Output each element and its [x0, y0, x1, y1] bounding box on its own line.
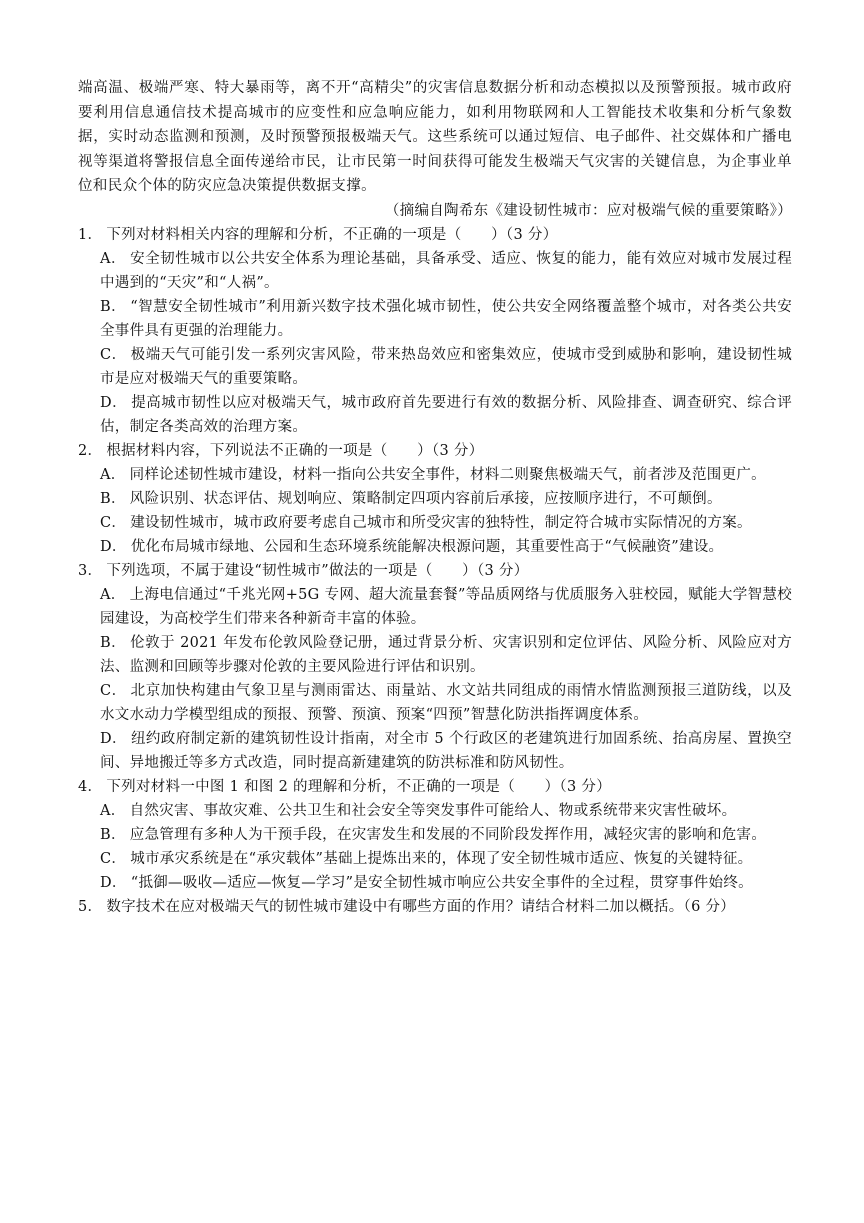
option-a [78, 799, 792, 823]
question-5 [78, 895, 792, 919]
passage-text: 端高温、极端严寒、特大暴雨等，离不开“高精尖”的灾害信息数据分析和动态模拟以及预警预报。城市政府要利用信息通信技术提高城市的应变性和应急响应能力，如利用物联网和人工智能技术收集和分析气象数据，实时动态监测和预测，及时预警预报极端天气。这些系统可以通过短信、电子邮件、社交媒体和广播电视等渠道将警报信息全面传递给市民，让市民第一时间获得可能发生极端天气灾害的关键信息，为企事业单位和民众个体的防灾应急决策提供数据支撑。 [78, 80, 792, 194]
option-text: 同样论述韧性城市建设，材料一指向公共安全事件，材料二则聚焦极端天气，前者涉及范围更广。 [129, 467, 766, 483]
option-text: 纽约政府制定新的建筑韧性设计指南，对全市 5 个行政区的老建筑进行加固系统、抬高房屋、置换空间、异地搬迁等多方式改造，同时提高新建建筑的防洪标准和防风韧性。 [100, 731, 792, 771]
question-4 [78, 775, 792, 895]
passage-source: （摘编自陶希东《建设韧性城市：应对极端气候的重要策略》） [384, 202, 792, 219]
option-label: B． [100, 635, 127, 651]
option-list [78, 583, 792, 775]
option-text: 风险识别、状态评估、规划响应、策略制定四项内容前后承接，应按顺序进行，不可颠倒。 [129, 491, 722, 507]
question-list [78, 223, 792, 919]
option-a [78, 247, 792, 295]
option-label: D． [100, 875, 127, 891]
question-stem-text: 下列对材料一中图 1 和图 2 的理解和分析，不正确的一项是（ ）（3 分） [106, 779, 611, 795]
question-stem [78, 439, 792, 463]
option-label: A． [100, 803, 126, 819]
option-label: C． [100, 347, 127, 363]
option-b [78, 487, 792, 511]
option-d [78, 391, 792, 439]
option-label: C． [100, 683, 127, 699]
option-c [78, 511, 792, 535]
option-text: 极端天气可能引发一系列灾害风险，带来热岛效应和密集效应，使城市受到威胁和影响，建设韧性城市是应对极端天气的重要策略。 [100, 347, 792, 387]
option-c [78, 679, 792, 727]
question-stem [78, 895, 792, 919]
option-label: C． [100, 515, 127, 531]
option-text: 城市承灾系统是在“承灾载体”基础上提炼出来的，体现了安全韧性城市适应、恢复的关键特征。 [130, 851, 753, 867]
option-label: B． [100, 827, 126, 843]
option-b [78, 823, 792, 847]
option-label: A． [100, 251, 127, 267]
question-stem-text: 根据材料内容，下列说法不正确的一项是（ ）（3 分） [106, 443, 484, 459]
question-stem-text: 下列对材料相关内容的理解和分析，不正确的一项是（ ）（3 分） [106, 227, 558, 243]
question-number: 2． [78, 443, 103, 459]
question-stem-text: 数字技术在应对极端天气的韧性城市建设中有哪些方面的作用？请结合材料二加以概括。（6 分） [106, 899, 736, 915]
option-text: “抵御—吸收—适应—恢复—学习”是安全韧性城市响应公共安全事件的全过程，贯穿事件始终。 [130, 875, 753, 891]
option-label: D． [100, 539, 127, 555]
option-label: B． [100, 299, 127, 315]
question-3 [78, 559, 792, 775]
option-list [78, 247, 792, 439]
question-1 [78, 223, 792, 439]
option-c [78, 343, 792, 391]
option-c [78, 847, 792, 871]
question-stem [78, 559, 792, 583]
option-list [78, 463, 792, 559]
option-text: 应急管理有多种人为干预手段，在灾害发生和发展的不同阶段发挥作用，减轻灾害的影响和危害。 [129, 827, 767, 843]
question-2 [78, 439, 792, 559]
option-a [78, 583, 792, 631]
option-list [78, 799, 792, 895]
option-text: 自然灾害、事故灾难、公共卫生和社会安全等突发事件可能给人、物或系统带来灾害性破坏。 [129, 803, 737, 819]
question-number: 1． [78, 227, 103, 243]
option-text: 伦敦于 2021 年发布伦敦风险登记册，通过背景分析、灾害识别和定位评估、风险分析、风险应对方法、监测和回顾等步骤对伦敦的主要风险进行评估和识别。 [100, 635, 792, 675]
option-text: 上海电信通过“千兆光网+5G 专网、超大流量套餐”等品质网络与优质服务入驻校园，赋能大学智慧校园建设，为高校学生们带来各种新奇丰富的体验。 [100, 587, 792, 627]
question-stem-text: 下列选项，不属于建设“韧性城市”做法的一项是（ ）（3 分） [106, 563, 529, 579]
option-text: 北京加快构建由气象卫星与测雨雷达、雨量站、水文站共同组成的雨情水情监测预报三道防线，以及水文水动力学模型组成的预报、预警、预演、预案“四预”智慧化防洪指挥调度体系。 [100, 683, 792, 723]
question-number: 3． [78, 563, 103, 579]
question-number: 4． [78, 779, 103, 795]
option-b [78, 631, 792, 679]
option-d [78, 871, 792, 895]
option-label: C． [100, 851, 127, 867]
option-label: D． [100, 731, 127, 747]
option-text: 提高城市韧性以应对极端天气，城市政府首先要进行有效的数据分析、风险排查、调查研究、综合评估，制定各类高效的治理方案。 [100, 395, 792, 435]
option-text: 优化布局城市绿地、公园和生态环境系统能解决根源问题，其重要性高于“气候融资”建设。 [130, 539, 724, 555]
option-text: 建设韧性城市，城市政府要考虑自己城市和所受灾害的独特性，制定符合城市实际情况的方案。 [130, 515, 752, 531]
option-label: B． [100, 491, 126, 507]
option-b [78, 295, 792, 343]
option-d [78, 727, 792, 775]
question-number: 5． [78, 899, 103, 915]
option-text: 安全韧性城市以公共安全体系为理论基础，具备承受、适应、恢复的能力，能有效应对城市发展过程中遇到的“天灾”和“人祸”。 [100, 251, 792, 291]
option-label: A． [100, 467, 126, 483]
question-stem [78, 775, 792, 799]
option-a [78, 463, 792, 487]
option-label: A． [100, 587, 126, 603]
option-text: “智慧安全韧性城市”利用新兴数字技术强化城市韧性，使公共安全网络覆盖整个城市，对各类公共安全事件具有更强的治理能力。 [100, 299, 792, 339]
question-stem [78, 223, 792, 247]
option-d [78, 535, 792, 559]
option-label: D． [100, 395, 128, 411]
